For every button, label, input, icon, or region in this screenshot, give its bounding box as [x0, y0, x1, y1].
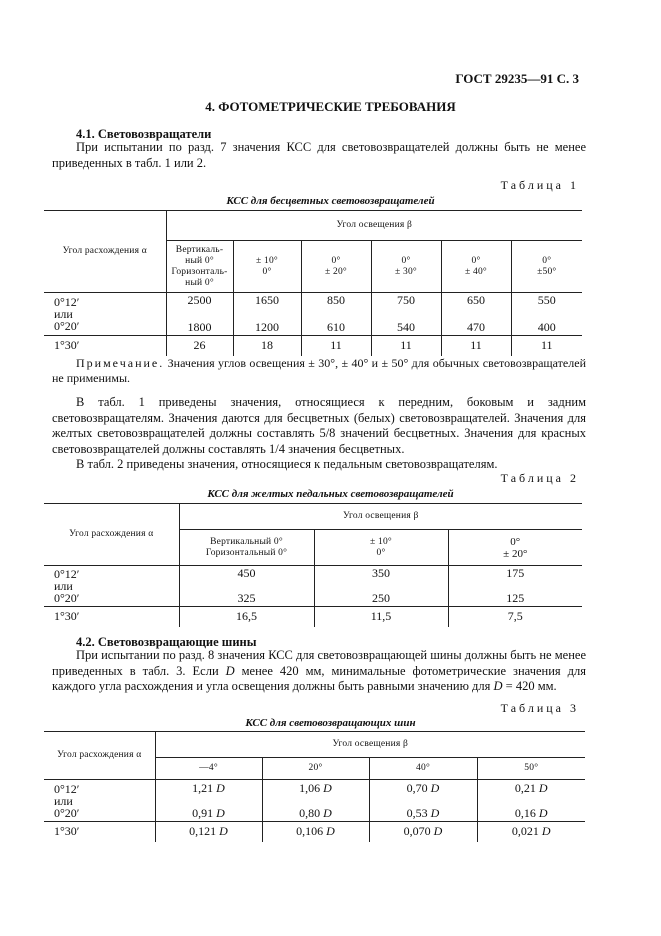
table-cell: 0,106 D: [262, 822, 369, 842]
table1-label: Таблица 1: [500, 178, 579, 192]
table2-label: Таблица 2: [500, 471, 579, 485]
table3-label: Таблица 3: [500, 701, 579, 715]
table2-row-label: 1°30′: [54, 609, 80, 624]
table2-col-header: Вертикальный 0° Горизонтальный 0°: [179, 530, 314, 566]
table3-row-header: Угол расхождения α: [44, 732, 155, 780]
table-cell: 11: [511, 336, 582, 356]
page-header: ГОСТ 29235—91 С. 3: [455, 71, 579, 86]
section-title: 4. ФОТОМЕТРИЧЕСКИЕ ТРЕБОВАНИЯ: [205, 99, 456, 114]
table2-row-label: 0°12′ или 0°20′: [54, 567, 80, 605]
table-cell: 11: [301, 336, 371, 356]
table3-col-header: 20°: [262, 758, 369, 780]
table-cell: 650 470: [441, 293, 511, 336]
table-row: [44, 780, 585, 822]
table3: [44, 731, 585, 842]
subsection-4-2-text: [52, 648, 586, 695]
note-prefix: Примечание.: [76, 356, 165, 370]
table-cell: 0,121 D: [155, 822, 262, 842]
table1-group-header: Угол освещения β: [166, 211, 582, 241]
table1-col-header: 0° ±50°: [511, 241, 582, 293]
paragraph: В табл. 1 приведены значения, относящиеся к передним, боковым и задним световозвращателям. Значения даются для бесцветных (белых) световозвращателей. Значения для желтых световозвращателей должны составлять 5/8 значений бесцветных. Значения для красных световозвращателей должны составлять 1/4 значения бесцветных.: [52, 395, 586, 456]
table3-row-label: 1°30′: [54, 824, 80, 839]
table-cell: 2500 1800: [166, 293, 233, 336]
table1-col-header: Вертикаль- ный 0° Горизонталь- ный 0°: [166, 241, 233, 293]
table-row: [44, 336, 582, 356]
table-row: [44, 566, 582, 607]
table-cell: 7,5: [448, 607, 582, 627]
table-cell: 1,21 D 0,91 D: [155, 780, 262, 822]
table-cell: 11: [371, 336, 441, 356]
table2-col-header: 0° ± 20°: [448, 530, 582, 566]
table-cell: 11,5: [314, 607, 448, 627]
table-cell: 0,070 D: [369, 822, 477, 842]
table2-group-header: Угол освещения β: [179, 504, 582, 530]
paragraph-block: [52, 395, 586, 473]
table1-col-header: ± 10° 0°: [233, 241, 301, 293]
table2: [44, 503, 582, 627]
table-cell: 1650 1200: [233, 293, 301, 336]
table1-col-header: 0° ± 30°: [371, 241, 441, 293]
table-cell: 16,5: [179, 607, 314, 627]
table-cell: 850 610: [301, 293, 371, 336]
table1-col-header: 0° ± 20°: [301, 241, 371, 293]
table-cell: 550 400: [511, 293, 582, 336]
table1-col-header: 0° ± 40°: [441, 241, 511, 293]
paragraph: При испытании по разд. 8 значения КСС для световозвращающей шины должны быть не менее приведенных в табл. 3. Если D менее 420 мм, минимальные фотометрические значения для каждого угла расхождения и угла освещения должны быть равными значению для D = 420 мм.: [52, 648, 586, 693]
table-cell: 0,021 D: [477, 822, 585, 842]
table-cell: 350 250: [314, 566, 448, 607]
table1-row-label: 0°12′ или 0°20′: [54, 295, 80, 333]
table3-col-header: 40°: [369, 758, 477, 780]
table3-col-header: 50°: [477, 758, 585, 780]
table-row: [44, 293, 582, 336]
table1-caption: КСС для бесцветных световозвращателей: [226, 195, 435, 207]
table-cell: 0,21 D 0,16 D: [477, 780, 585, 822]
table-cell: 175 125: [448, 566, 582, 607]
table3-col-header: —4°: [155, 758, 262, 780]
subsection-4-1-text: [52, 140, 586, 171]
table-row: [44, 822, 585, 842]
subsection-4-2-title: 4.2. Световозвращающие шины: [76, 635, 257, 649]
table-cell: 11: [441, 336, 511, 356]
table3-group-header: Угол освещения β: [155, 732, 585, 758]
paragraph: При испытании по разд. 7 значения КСС для световозвращателей должны быть не менее приведенных в табл. 1 или 2.: [52, 140, 586, 170]
table-cell: 450 325: [179, 566, 314, 607]
table-cell: 750 540: [371, 293, 441, 336]
table3-caption: КСС для световозвращающих шин: [245, 717, 416, 729]
note-text: Значения углов освещения ± 30°, ± 40° и ± 50° для обычных световозвращателей не применимы.: [52, 356, 586, 385]
table2-col-header: ± 10° 0°: [314, 530, 448, 566]
table1-row-label: 1°30′: [54, 338, 80, 353]
table-row: [44, 607, 582, 627]
table1-row-header: Угол расхождения α: [44, 211, 166, 293]
table2-row-header: Угол расхождения α: [44, 504, 179, 566]
subsection-4-1-title: 4.1. Световозвращатели: [76, 127, 212, 141]
table3-row-label: 0°12′ или 0°20′: [54, 781, 80, 820]
table2-caption: КСС для желтых педальных световозвращателей: [207, 488, 454, 500]
table-cell: 18: [233, 336, 301, 356]
table-cell: 0,70 D 0,53 D: [369, 780, 477, 822]
table1-note: [52, 356, 586, 386]
table1: [44, 210, 582, 356]
table-cell: 26: [166, 336, 233, 356]
paragraph: В табл. 2 приведены значения, относящиеся к педальным световозвращателям.: [76, 457, 498, 471]
table-cell: 1,06 D 0,80 D: [262, 780, 369, 822]
